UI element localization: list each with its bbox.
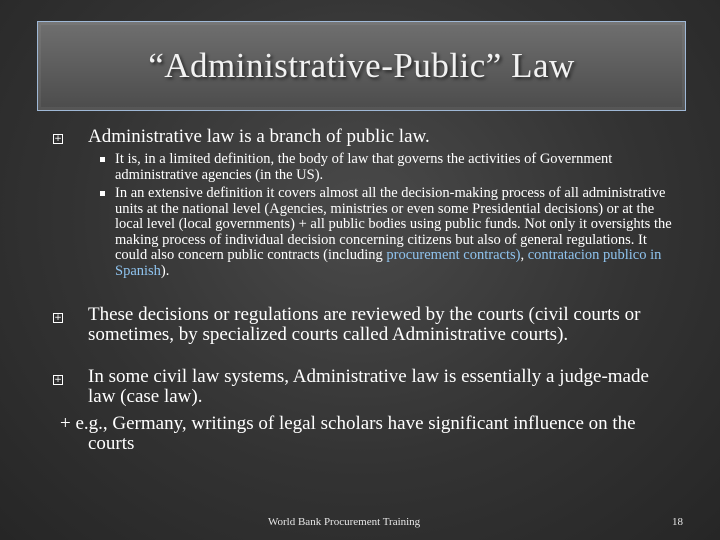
bullet-1-text: is a branch of public law. xyxy=(234,126,430,147)
contratacion-publico-link[interactable]: contratacion publico in Spanish xyxy=(115,247,662,279)
sub-bullet-1: It is, in a limited definition, the body of law that governs the activities of Government administrative agencies (in the US). xyxy=(115,151,613,183)
page-number: 18 xyxy=(672,516,683,528)
bullet-3: In some civil law systems, Administrative law is essentially a judge-made law (case law). xyxy=(88,366,649,407)
sub-bullet-2-separator: , xyxy=(520,247,528,263)
title-box xyxy=(37,21,686,111)
procurement-contracts-link[interactable]: procurement contracts) xyxy=(386,247,521,263)
bullet-4: + e.g., Germany, writings of legal scholars have significant influence on the courts xyxy=(60,413,636,454)
sub-bullet-2-text: In an extensive definition it covers almost all the decision-making process of all administrative units at the national level (Agencies, ministries or even some Presidential decisions) or at the local level (local governments) + all public bodies using public funds. Not only it oversights the making process of individual decision concerning citizens but also of general regulations. It could also concern public contracts (including xyxy=(115,185,672,263)
sub-bullet-2 xyxy=(115,186,675,279)
slide-title: “Administrative-Public” Law xyxy=(148,46,575,85)
boxed-plus-icon: + xyxy=(54,313,62,323)
bullet-1-term: Administrative law xyxy=(88,126,235,147)
boxed-plus-icon: + xyxy=(54,134,62,144)
footer-text: World Bank Procurement Training xyxy=(268,516,421,528)
filled-square-icon xyxy=(100,157,105,162)
bullet-2: These decisions or regulations are reviewed by the courts (civil courts or sometimes, by specialized courts called Administrative courts). xyxy=(88,304,641,345)
sub-bullet-2-end: ). xyxy=(160,262,170,279)
bullet-1 xyxy=(88,127,688,147)
filled-square-icon xyxy=(100,191,105,196)
boxed-plus-icon: + xyxy=(54,375,62,385)
